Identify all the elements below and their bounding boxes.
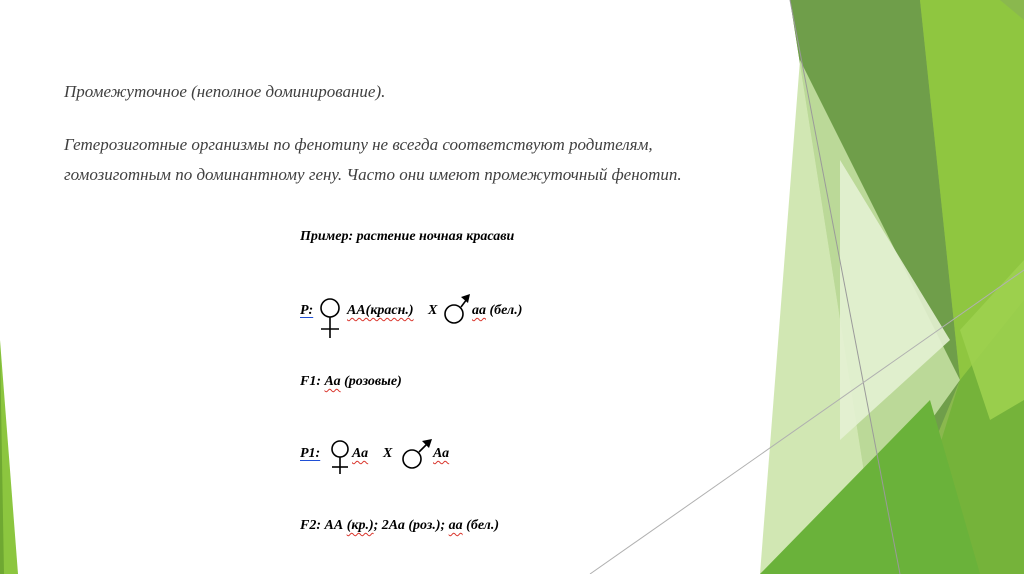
p1-female-genotype: Аа bbox=[352, 446, 369, 461]
f1-genotype: Аа bbox=[324, 374, 341, 389]
female-symbol-icon bbox=[318, 296, 346, 342]
example-heading: Пример: растение ночная красави bbox=[300, 229, 515, 244]
p-male-color: (бел.) bbox=[489, 303, 523, 318]
p-female-genotype: АА(красн.) bbox=[347, 303, 414, 318]
f2-end: (бел.) bbox=[466, 518, 500, 533]
p-label: P: bbox=[300, 303, 314, 318]
f2-aa: аа bbox=[448, 518, 463, 533]
f2-kr: (кр.) bbox=[346, 518, 374, 533]
p1-label: P1: bbox=[300, 446, 321, 461]
slide-title: Промежуточное (неполное доминирование). bbox=[64, 82, 386, 101]
male-symbol-icon bbox=[443, 292, 473, 328]
slide-body-text: Гетерозиготные организмы по фенотипу не всегда соответствуют родителям, гомозиготным по доминантному гену. Часто они имеют промежуточный фенотип. bbox=[64, 135, 682, 184]
f2-label: F2: АА bbox=[300, 518, 344, 533]
f1-color: (розовые) bbox=[344, 374, 402, 389]
f1-label: F1: bbox=[300, 374, 321, 389]
f2-middle: ; 2Аа (роз.); bbox=[373, 518, 446, 533]
male-symbol-icon bbox=[401, 436, 435, 472]
p1-male-genotype: Аа bbox=[433, 446, 450, 461]
p-male-genotype: аа bbox=[472, 303, 486, 318]
p1-cross: X bbox=[383, 446, 393, 461]
p-cross: X bbox=[428, 303, 438, 318]
female-symbol-icon bbox=[328, 438, 354, 476]
